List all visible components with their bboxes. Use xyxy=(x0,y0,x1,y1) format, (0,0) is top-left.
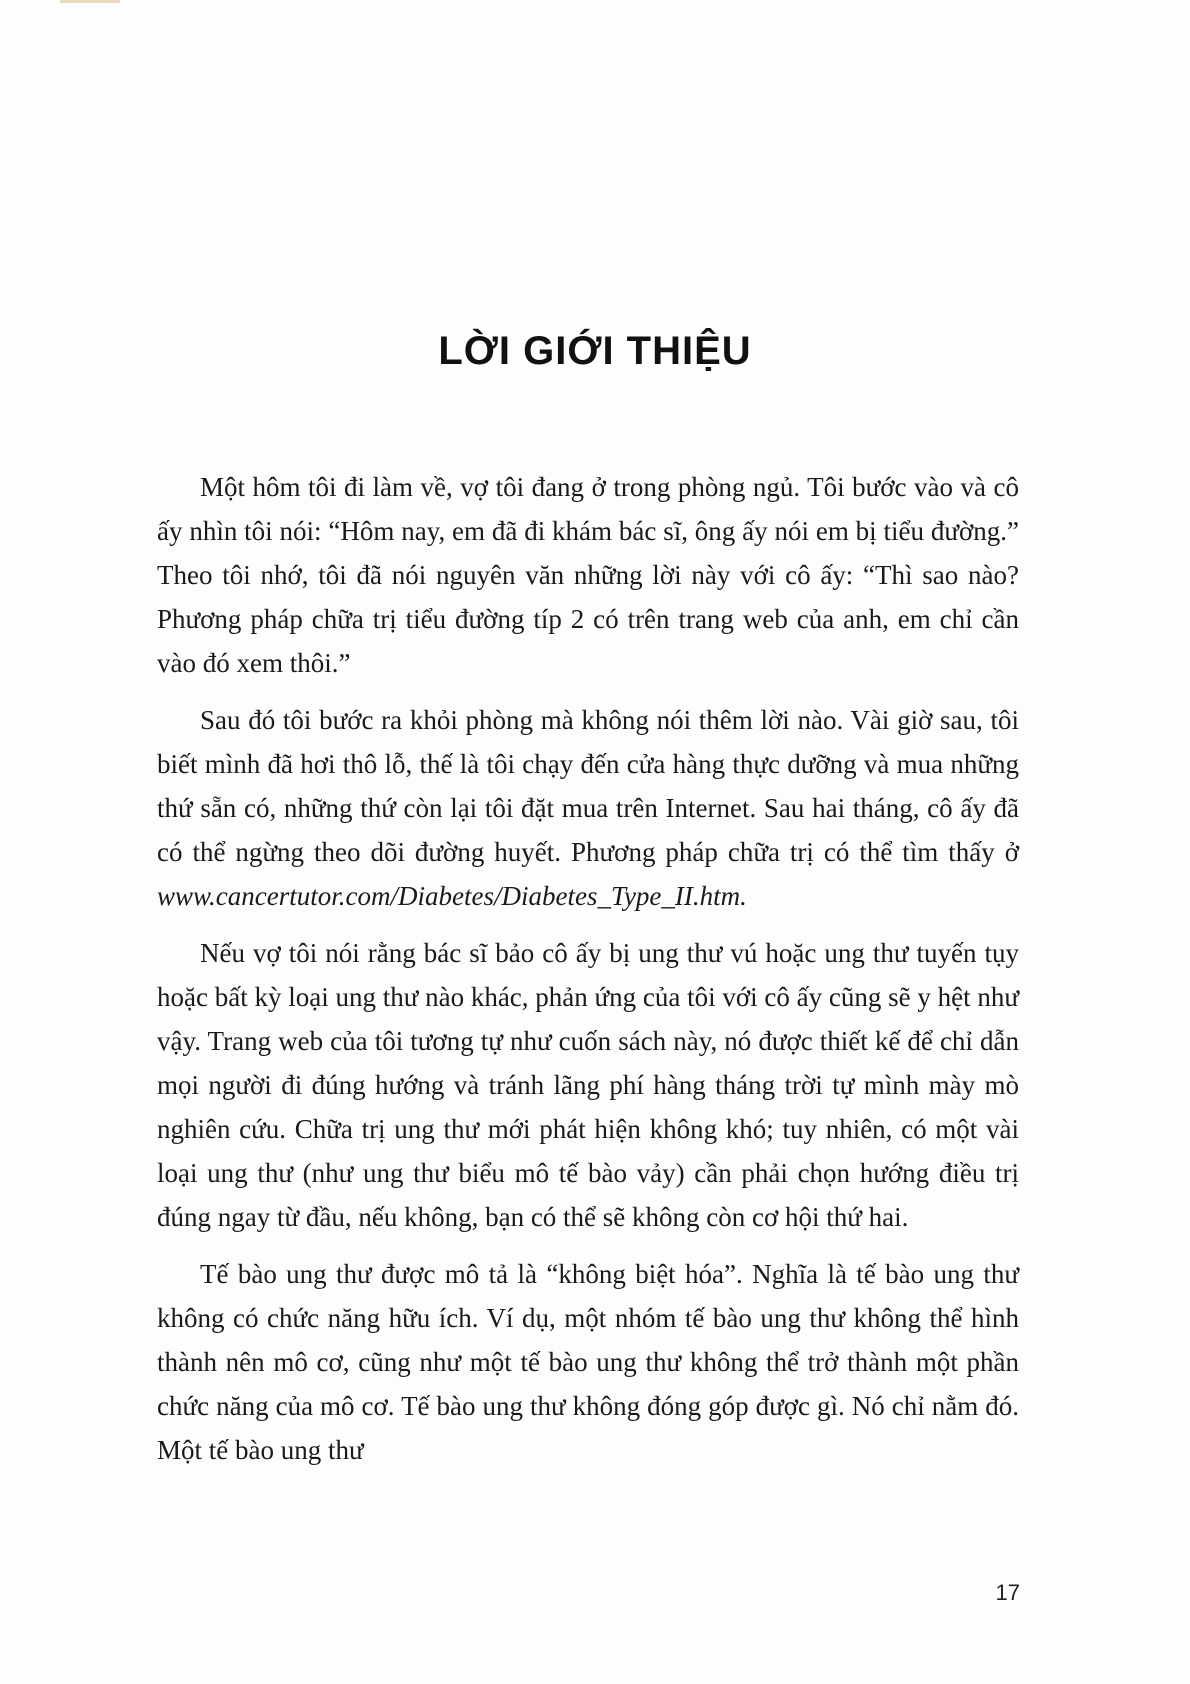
page-edge-mark xyxy=(60,0,120,3)
website-url: www.cancertutor.com/Diabetes/Diabetes_Type_II.htm. xyxy=(157,881,747,911)
chapter-title: LỜI GIỚI THIỆU xyxy=(438,328,752,373)
body-text xyxy=(157,465,1019,1485)
page-number: 17 xyxy=(995,1580,1020,1605)
paragraph-2-text: Sau đó tôi bước ra khỏi phòng mà không nói thêm lời nào. Vài giờ sau, tôi biết mình đã hơi thô lỗ, thế là tôi chạy đến cửa hàng thực dưỡng và mua những thứ sẵn có, những thứ còn lại tôi đặt mua trên Internet. Sau hai tháng, cô ấy đã có thể ngừng theo dõi đường huyết. Phương pháp chữa trị có thể tìm thấy ở xyxy=(157,705,1019,867)
paragraph-1: Một hôm tôi đi làm về, vợ tôi đang ở trong phòng ngủ. Tôi bước vào và cô ấy nhìn tôi nói: “Hôm nay, em đã đi khám bác sĩ, ông ấy nói em bị tiểu đường.” Theo tôi nhớ, tôi đã nói nguyên văn những lời này với cô ấy: “Thì sao nào? Phương pháp chữa trị tiểu đường típ 2 có trên trang web của anh, em chỉ cần vào đó xem thôi.” xyxy=(157,472,1019,678)
paragraph-3: Nếu vợ tôi nói rằng bác sĩ bảo cô ấy bị ung thư vú hoặc ung thư tuyến tụy hoặc bất kỳ loại ung thư nào khác, phản ứng của tôi với cô ấy cũng sẽ y hệt như vậy. Trang web của tôi tương tự như cuốn sách này, nó được thiết kế để chỉ dẫn mọi người đi đúng hướng và tránh lãng phí hàng tháng trời tự mình mày mò nghiên cứu. Chữa trị ung thư mới phát hiện không khó; tuy nhiên, có một vài loại ung thư (như ung thư biểu mô tế bào vảy) cần phải chọn hướng điều trị đúng ngay từ đầu, nếu không, bạn có thể sẽ không còn cơ hội thứ hai. xyxy=(157,938,1019,1232)
paragraph-2 xyxy=(157,698,1019,918)
paragraph-4: Tế bào ung thư được mô tả là “không biệt hóa”. Nghĩa là tế bào ung thư không có chức năng hữu ích. Ví dụ, một nhóm tế bào ung thư không thể hình thành nên mô cơ, cũng như một tế bào ung thư không thể trở thành một phần chức năng của mô cơ. Tế bào ung thư không đóng góp được gì. Nó chỉ nằm đó. Một tế bào ung thư xyxy=(157,1259,1019,1465)
